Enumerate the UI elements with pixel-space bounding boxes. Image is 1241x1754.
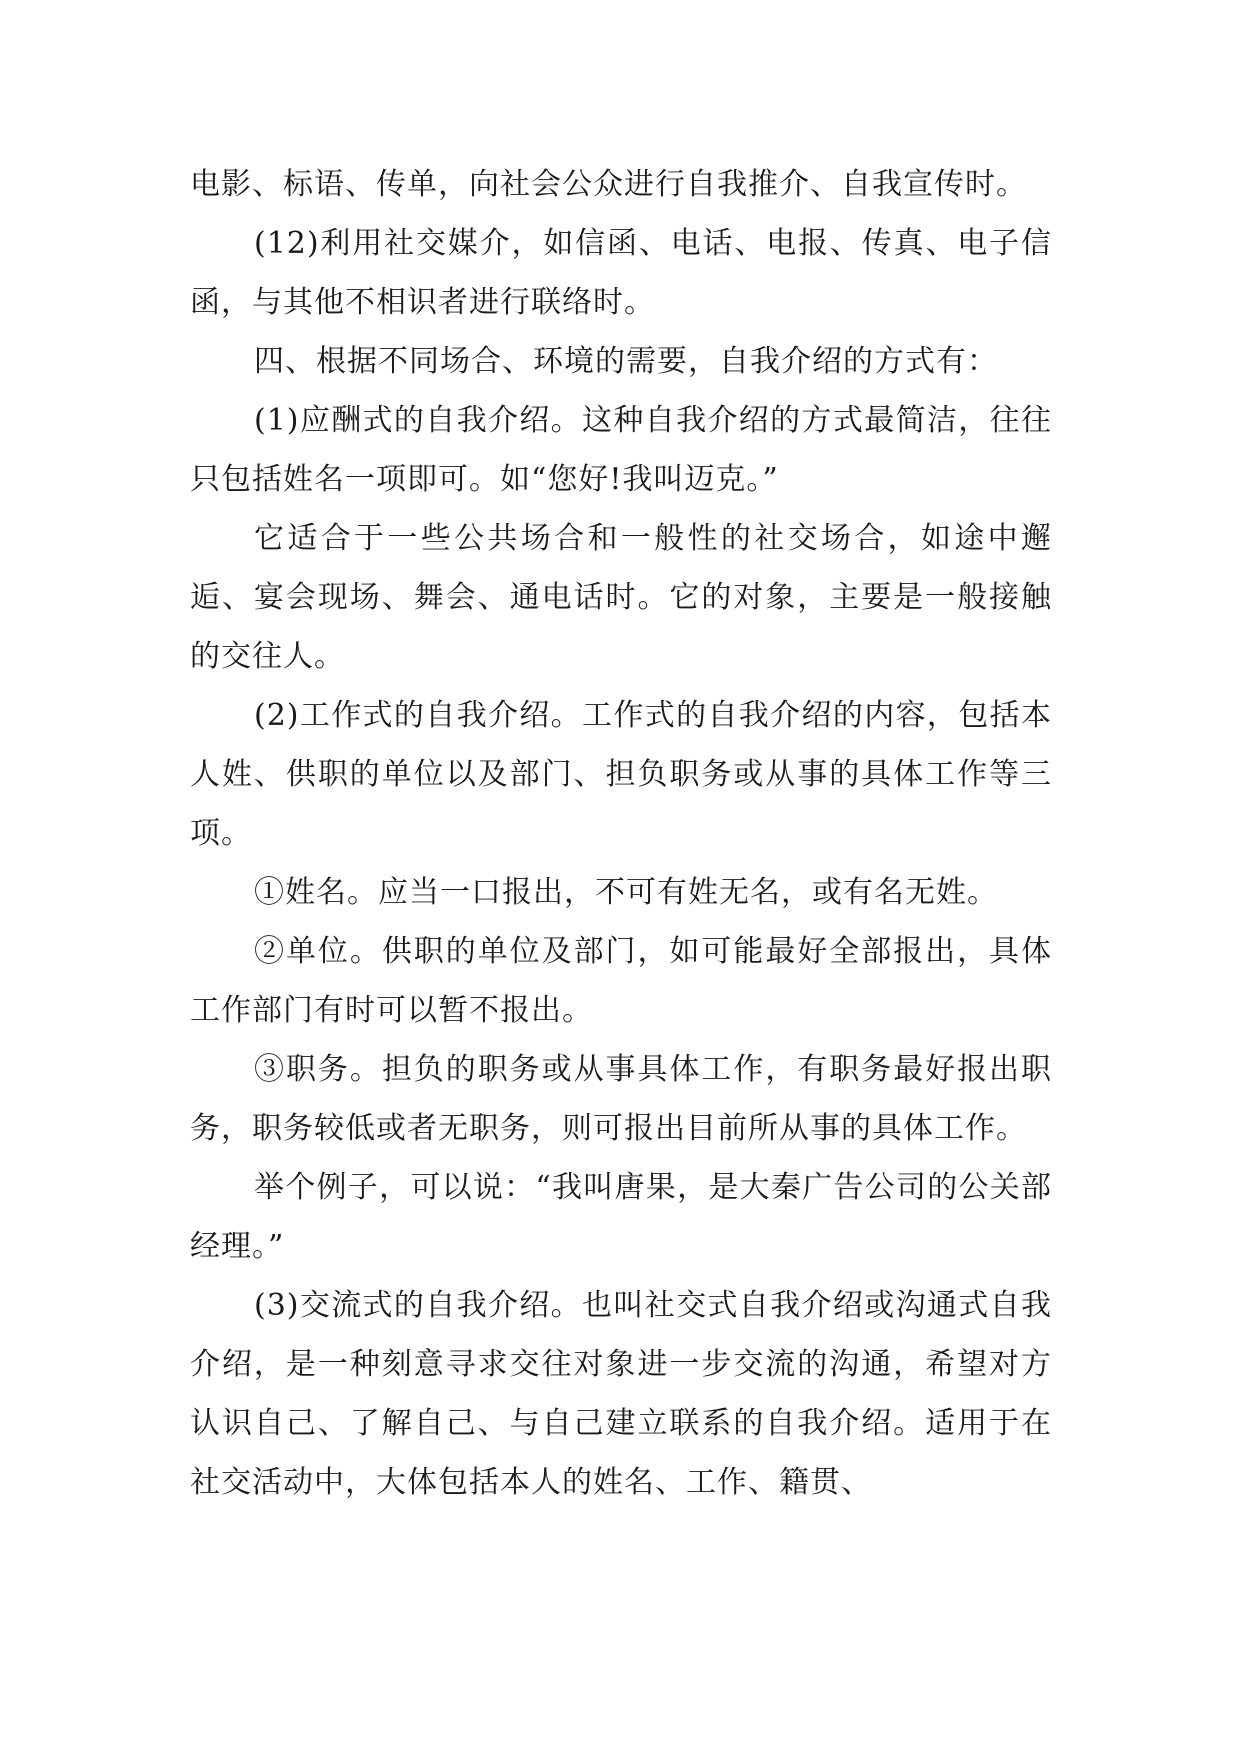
paragraph-item-12: (12)利用社交媒介，如信函、电话、电报、传真、电子信函，与其他不相识者进行联络时。 bbox=[190, 226, 1052, 320]
paragraph-continuation: 电影、标语、传单，向社会公众进行自我推介、自我宣传时。 bbox=[190, 167, 1027, 202]
paragraph-position: ③职务。担负的职务或从事具体工作，有职务最好报出职务，职务较低或者无职务，则可报出目前所从事的具体工作。 bbox=[190, 1052, 1052, 1146]
document-body bbox=[190, 155, 1052, 1512]
paragraph-method-3: (3)交流式的自我介绍。也叫社交式自我介绍或沟通式自我介绍，是一种刻意寻求交往对象进一步交流的沟通，希望对方认识自己、了解自己、与自己建立联系的自我介绍。适用于在社交活动中，大体包括本人的姓名、工作、籍贯、 bbox=[190, 1288, 1052, 1500]
paragraph-method-1-usage: 它适合于一些公共场合和一般性的社交场合，如途中邂逅、宴会现场、舞会、通电话时。它的对象，主要是一般接触的交往人。 bbox=[190, 521, 1052, 674]
paragraph-example: 举个例子，可以说：“我叫唐果，是大秦广告公司的公关部经理。” bbox=[190, 1170, 1052, 1264]
paragraph-method-1: (1)应酬式的自我介绍。这种自我介绍的方式最简洁，往往只包括姓名一项即可。如“您好!我叫迈克。” bbox=[190, 403, 1052, 497]
paragraph-method-2: (2)工作式的自我介绍。工作式的自我介绍的内容，包括本人姓、供职的单位以及部门、担负职务或从事的具体工作等三项。 bbox=[190, 698, 1052, 851]
paragraph-name: ①姓名。应当一口报出，不可有姓无名，或有名无姓。 bbox=[254, 875, 998, 910]
section-heading-4: 四、根据不同场合、环境的需要，自我介绍的方式有： bbox=[254, 344, 998, 379]
paragraph-unit: ②单位。供职的单位及部门，如可能最好全部报出，具体工作部门有时可以暂不报出。 bbox=[190, 934, 1052, 1028]
